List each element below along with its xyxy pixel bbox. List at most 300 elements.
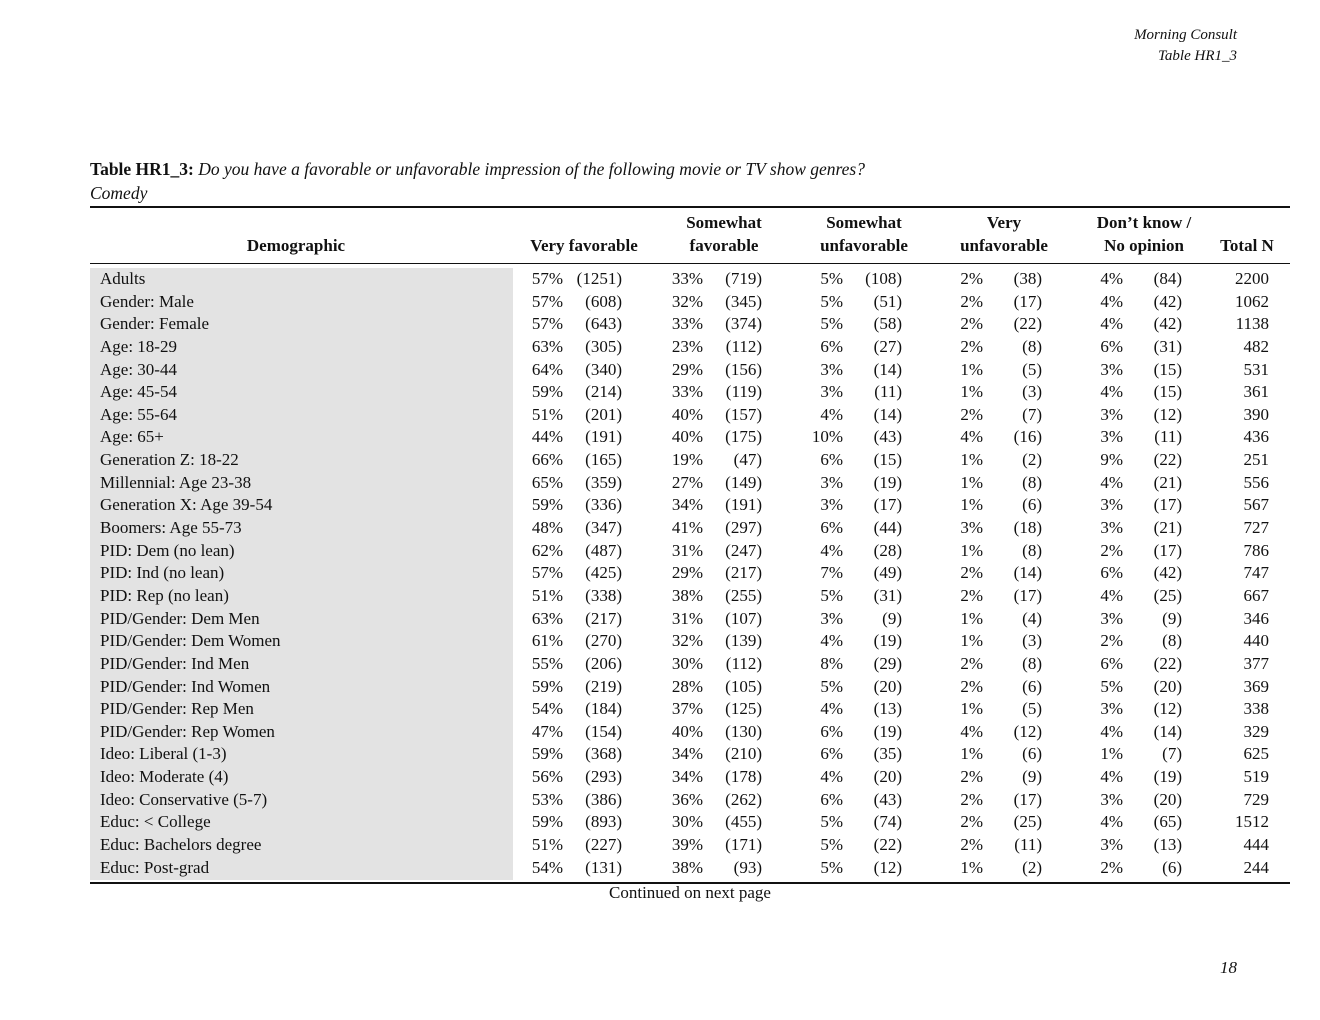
cell-percent: 2% <box>960 291 983 311</box>
cell-percent: 47% <box>531 721 563 741</box>
cell-percent: 1% <box>1100 744 1123 764</box>
cell-count: (178) <box>725 767 762 787</box>
cell-percent: 6% <box>1100 653 1123 673</box>
cell-count: (44) <box>873 518 902 538</box>
cell-total: 747 <box>1243 563 1269 583</box>
cell-percent: 1% <box>960 540 983 560</box>
cell-count: (20) <box>873 767 902 787</box>
cell-count: (11) <box>1154 427 1182 447</box>
cell-percent: 56% <box>531 767 563 787</box>
cell-count: (27) <box>873 336 902 356</box>
row-demographic: PID/Gender: Rep Women <box>100 721 275 741</box>
cell-count: (93) <box>733 857 762 877</box>
cell-count: (8) <box>1162 631 1182 651</box>
table-body <box>90 268 1290 879</box>
cell-percent: 57% <box>531 314 563 334</box>
cell-total: 482 <box>1243 336 1269 356</box>
cell-percent: 61% <box>531 631 563 651</box>
cell-count: (22) <box>1153 450 1182 470</box>
cell-percent: 1% <box>960 699 983 719</box>
cell-count: (14) <box>1153 721 1182 741</box>
cell-percent: 2% <box>1100 857 1123 877</box>
cell-count: (14) <box>873 404 902 424</box>
cell-percent: 1% <box>960 495 983 515</box>
table-row <box>90 336 1290 359</box>
cell-percent: 6% <box>820 450 843 470</box>
cell-count: (43) <box>873 427 902 447</box>
cell-count: (4) <box>1022 608 1042 628</box>
cell-percent: 2% <box>960 676 983 696</box>
cell-count: (19) <box>873 472 902 492</box>
cell-count: (219) <box>585 676 622 696</box>
table-row <box>90 494 1290 517</box>
cell-total: 531 <box>1243 359 1269 379</box>
cell-count: (12) <box>1013 721 1042 741</box>
table-row <box>90 472 1290 495</box>
cell-percent: 3% <box>820 359 843 379</box>
cell-count: (19) <box>1153 767 1182 787</box>
col-header-total-n: Total N <box>1220 236 1274 255</box>
cell-count: (336) <box>585 495 622 515</box>
cell-percent: 63% <box>531 336 563 356</box>
col-header-very-unfavorable: Very unfavorable <box>960 213 1048 255</box>
cell-total: 567 <box>1243 495 1269 515</box>
cell-count: (22) <box>873 835 902 855</box>
table-id: Table HR1_3 <box>1157 48 1237 64</box>
cell-count: (19) <box>873 721 902 741</box>
cell-count: (340) <box>585 359 622 379</box>
cell-percent: 36% <box>671 789 703 809</box>
cell-count: (425) <box>585 563 622 583</box>
cell-percent: 19% <box>671 450 703 470</box>
cell-percent: 4% <box>820 699 843 719</box>
cell-percent: 2% <box>960 336 983 356</box>
cell-count: (84) <box>1153 269 1182 288</box>
col-header-somewhat-unfavorable: Somewhat unfavorable <box>820 213 908 255</box>
cell-percent: 3% <box>1100 359 1123 379</box>
cell-count: (255) <box>725 585 762 605</box>
table-row <box>90 517 1290 540</box>
cell-percent: 5% <box>820 291 843 311</box>
cell-count: (112) <box>725 653 762 673</box>
cell-percent: 8% <box>820 653 843 673</box>
table-row <box>90 313 1290 336</box>
table-row <box>90 653 1290 676</box>
cell-count: (643) <box>585 314 622 334</box>
cell-count: (17) <box>1013 789 1042 809</box>
table-row <box>90 381 1290 404</box>
cell-count: (6) <box>1022 495 1042 515</box>
cell-percent: 2% <box>960 653 983 673</box>
table-row <box>90 811 1290 834</box>
cell-total: 667 <box>1243 585 1269 605</box>
row-demographic: Age: 45-54 <box>100 382 177 402</box>
cell-total: 436 <box>1243 427 1269 447</box>
cell-count: (112) <box>725 336 762 356</box>
cell-count: (11) <box>874 382 902 402</box>
cell-percent: 64% <box>531 359 563 379</box>
cell-total: 338 <box>1243 699 1269 719</box>
row-demographic: PID: Dem (no lean) <box>100 540 235 560</box>
cell-percent: 66% <box>531 450 563 470</box>
cell-percent: 5% <box>820 585 843 605</box>
cell-count: (6) <box>1162 857 1182 877</box>
cell-percent: 5% <box>820 314 843 334</box>
row-demographic: Educ: Post-grad <box>100 857 210 877</box>
cell-count: (184) <box>585 699 622 719</box>
cell-count: (21) <box>1153 518 1182 538</box>
cell-count: (6) <box>1022 676 1042 696</box>
cell-percent: 4% <box>820 404 843 424</box>
cell-count: (42) <box>1153 291 1182 311</box>
cell-percent: 5% <box>820 835 843 855</box>
cell-count: (345) <box>725 291 762 311</box>
cell-total: 556 <box>1243 472 1269 492</box>
cell-percent: 10% <box>811 427 843 447</box>
cell-count: (35) <box>873 744 902 764</box>
cell-percent: 38% <box>671 585 703 605</box>
cell-count: (17) <box>1013 585 1042 605</box>
cell-count: (201) <box>585 404 622 424</box>
cell-count: (9) <box>882 608 902 628</box>
cell-percent: 59% <box>531 495 563 515</box>
cell-percent: 40% <box>671 427 703 447</box>
cell-percent: 4% <box>1100 269 1123 288</box>
row-demographic: Age: 55-64 <box>100 404 177 424</box>
cell-count: (58) <box>873 314 902 334</box>
table-row <box>90 721 1290 744</box>
cell-count: (156) <box>725 359 762 379</box>
cell-count: (368) <box>585 744 622 764</box>
cell-total: 786 <box>1243 540 1269 560</box>
cell-count: (3) <box>1022 631 1042 651</box>
cell-percent: 62% <box>531 540 563 560</box>
cell-count: (22) <box>1013 314 1042 334</box>
cell-percent: 6% <box>820 789 843 809</box>
continued-note: Continued on next page <box>609 883 771 902</box>
table-row <box>90 608 1290 631</box>
row-demographic: PID: Ind (no lean) <box>100 563 225 583</box>
table-row <box>90 834 1290 857</box>
cell-count: (25) <box>1153 585 1182 605</box>
cell-total: 1138 <box>1235 314 1269 334</box>
cell-percent: 4% <box>820 631 843 651</box>
cell-percent: 4% <box>820 767 843 787</box>
cell-count: (3) <box>1022 382 1042 402</box>
cell-count: (206) <box>585 653 622 673</box>
table-row <box>90 291 1290 314</box>
cell-count: (51) <box>873 291 902 311</box>
cell-count: (28) <box>873 540 902 560</box>
row-demographic: Age: 30-44 <box>100 359 177 379</box>
cell-count: (105) <box>725 676 762 696</box>
cell-percent: 5% <box>820 812 843 832</box>
table-row <box>90 698 1290 721</box>
cell-percent: 53% <box>531 789 563 809</box>
cell-count: (347) <box>585 518 622 538</box>
cell-count: (20) <box>1153 789 1182 809</box>
cell-count: (31) <box>1153 336 1182 356</box>
cell-total: 519 <box>1243 767 1269 787</box>
cell-count: (108) <box>865 269 902 288</box>
cell-percent: 5% <box>820 269 843 288</box>
cell-percent: 3% <box>1100 789 1123 809</box>
cell-total: 1512 <box>1235 812 1269 832</box>
row-demographic: Generation X: Age 39-54 <box>100 495 273 515</box>
cell-count: (21) <box>1153 472 1182 492</box>
cell-count: (165) <box>585 450 622 470</box>
col-header-demographic: Demographic <box>246 236 346 255</box>
cell-count: (487) <box>585 540 622 560</box>
cell-count: (227) <box>585 835 622 855</box>
cell-percent: 6% <box>820 721 843 741</box>
cell-count: (107) <box>725 608 762 628</box>
row-demographic: PID/Gender: Dem Men <box>100 608 260 628</box>
cell-percent: 4% <box>1100 291 1123 311</box>
cell-count: (5) <box>1022 699 1042 719</box>
cell-percent: 3% <box>1100 608 1123 628</box>
cell-percent: 9% <box>1100 450 1123 470</box>
cell-percent: 3% <box>1100 699 1123 719</box>
cell-count: (14) <box>873 359 902 379</box>
table-row <box>90 857 1290 880</box>
cell-count: (210) <box>725 744 762 764</box>
cell-count: (12) <box>1153 404 1182 424</box>
cell-percent: 54% <box>531 857 563 877</box>
cell-count: (17) <box>873 495 902 515</box>
cell-count: (47) <box>733 450 762 470</box>
cell-percent: 6% <box>1100 563 1123 583</box>
cell-percent: 48% <box>531 518 563 538</box>
cell-percent: 27% <box>671 472 703 492</box>
row-demographic: Age: 18-29 <box>100 336 177 356</box>
cell-count: (1251) <box>576 269 622 288</box>
table-row <box>90 766 1290 789</box>
cell-count: (7) <box>1022 404 1042 424</box>
cell-count: (125) <box>725 699 762 719</box>
table-top-rule <box>90 206 1290 208</box>
row-demographic: Educ: Bachelors degree <box>100 835 262 855</box>
cell-percent: 40% <box>671 721 703 741</box>
cell-percent: 1% <box>960 744 983 764</box>
row-demographic: Gender: Female <box>100 314 210 334</box>
cell-percent: 2% <box>1100 631 1123 651</box>
table-row <box>90 676 1290 699</box>
caption-subtitle: Comedy <box>90 183 148 203</box>
row-demographic: PID/Gender: Ind Men <box>100 653 250 673</box>
table-row <box>90 585 1290 608</box>
table-row <box>90 562 1290 585</box>
cell-percent: 55% <box>531 653 563 673</box>
cell-count: (154) <box>585 721 622 741</box>
cell-count: (42) <box>1153 314 1182 334</box>
cell-count: (119) <box>725 382 762 402</box>
cell-count: (14) <box>1013 563 1042 583</box>
row-demographic: PID/Gender: Ind Women <box>100 676 271 696</box>
cell-percent: 7% <box>820 563 843 583</box>
cell-count: (217) <box>585 608 622 628</box>
table-row <box>90 789 1290 812</box>
table-row <box>90 359 1290 382</box>
table-row <box>90 404 1290 427</box>
cell-percent: 39% <box>671 835 703 855</box>
col-header-dont-know: Don’t know / No opinion <box>1096 213 1192 255</box>
cell-percent: 3% <box>1100 835 1123 855</box>
cell-percent: 41% <box>671 518 703 538</box>
cell-count: (338) <box>585 585 622 605</box>
cell-percent: 34% <box>671 744 703 764</box>
cell-count: (6) <box>1022 744 1042 764</box>
cell-count: (8) <box>1022 336 1042 356</box>
cell-count: (149) <box>725 472 762 492</box>
cell-count: (18) <box>1013 518 1042 538</box>
cell-count: (608) <box>585 291 622 311</box>
cell-percent: 2% <box>960 812 983 832</box>
cell-percent: 59% <box>531 812 563 832</box>
cell-percent: 63% <box>531 608 563 628</box>
cell-count: (359) <box>585 472 622 492</box>
row-demographic: Ideo: Liberal (1-3) <box>100 744 227 764</box>
row-demographic: PID/Gender: Rep Men <box>100 699 254 719</box>
cell-percent: 4% <box>1100 812 1123 832</box>
cell-percent: 1% <box>960 608 983 628</box>
cell-count: (22) <box>1153 653 1182 673</box>
cell-percent: 29% <box>671 359 703 379</box>
cell-total: 346 <box>1243 608 1269 628</box>
cell-percent: 5% <box>820 857 843 877</box>
cell-count: (49) <box>873 563 902 583</box>
cell-count: (2) <box>1022 857 1042 877</box>
cell-count: (297) <box>725 518 762 538</box>
cell-percent: 59% <box>531 676 563 696</box>
cell-percent: 1% <box>960 857 983 877</box>
cell-count: (16) <box>1013 427 1042 447</box>
cell-percent: 2% <box>960 269 983 288</box>
cell-count: (386) <box>585 789 622 809</box>
row-demographic: PID/Gender: Dem Women <box>100 631 281 651</box>
cell-percent: 6% <box>1100 336 1123 356</box>
cell-count: (12) <box>873 857 902 877</box>
cell-count: (5) <box>1022 359 1042 379</box>
row-demographic: Ideo: Moderate (4) <box>100 767 229 787</box>
table-row <box>90 268 1290 291</box>
cell-percent: 1% <box>960 382 983 402</box>
cell-percent: 31% <box>671 540 703 560</box>
caption-label: Table HR1_3: <box>90 159 194 179</box>
row-demographic: Age: 65+ <box>100 427 164 447</box>
cell-total: 361 <box>1243 382 1269 402</box>
cell-percent: 6% <box>820 744 843 764</box>
cell-percent: 1% <box>960 631 983 651</box>
cell-count: (719) <box>725 269 762 288</box>
cell-percent: 40% <box>671 404 703 424</box>
cell-percent: 37% <box>671 699 703 719</box>
cell-percent: 5% <box>1100 676 1123 696</box>
cell-percent: 30% <box>671 653 703 673</box>
cell-percent: 1% <box>960 359 983 379</box>
cell-percent: 28% <box>671 676 703 696</box>
cell-percent: 4% <box>1100 767 1123 787</box>
cell-percent: 33% <box>671 269 703 288</box>
row-demographic: Gender: Male <box>100 291 194 311</box>
cell-percent: 34% <box>671 495 703 515</box>
cell-percent: 4% <box>1100 585 1123 605</box>
cell-percent: 3% <box>1100 518 1123 538</box>
row-demographic: Educ: < College <box>100 812 211 832</box>
cell-count: (17) <box>1153 495 1182 515</box>
cell-percent: 33% <box>671 314 703 334</box>
cell-count: (8) <box>1022 472 1042 492</box>
cell-percent: 23% <box>671 336 703 356</box>
row-demographic: PID: Rep (no lean) <box>100 585 229 605</box>
cell-total: 729 <box>1243 789 1269 809</box>
cell-percent: 4% <box>1100 721 1123 741</box>
cell-count: (217) <box>725 563 762 583</box>
cell-percent: 51% <box>531 585 563 605</box>
cell-percent: 57% <box>531 269 563 288</box>
cell-percent: 2% <box>960 585 983 605</box>
cell-percent: 30% <box>671 812 703 832</box>
cell-total: 625 <box>1243 744 1269 764</box>
cell-count: (9) <box>1022 767 1042 787</box>
cell-count: (455) <box>725 812 762 832</box>
table-row <box>90 449 1290 472</box>
caption-question: Do you have a favorable or unfavorable impression of the following movie or TV show genres? <box>198 159 865 179</box>
cell-percent: 54% <box>531 699 563 719</box>
cell-count: (65) <box>1153 812 1182 832</box>
table-row <box>90 630 1290 653</box>
cell-percent: 31% <box>671 608 703 628</box>
cell-count: (374) <box>725 314 762 334</box>
cell-percent: 4% <box>820 540 843 560</box>
cell-total: 377 <box>1243 653 1269 673</box>
cell-total: 2200 <box>1235 269 1269 288</box>
cell-count: (9) <box>1162 608 1182 628</box>
cell-count: (8) <box>1022 540 1042 560</box>
document-header <box>1134 25 1237 67</box>
cell-count: (17) <box>1013 291 1042 311</box>
cell-percent: 38% <box>671 857 703 877</box>
cell-total: 251 <box>1243 450 1269 470</box>
cell-percent: 4% <box>1100 314 1123 334</box>
row-demographic: Adults <box>100 269 146 288</box>
cell-percent: 2% <box>960 563 983 583</box>
cell-percent: 2% <box>960 789 983 809</box>
cell-count: (12) <box>1153 699 1182 719</box>
cell-percent: 32% <box>671 631 703 651</box>
cell-count: (191) <box>725 495 762 515</box>
cell-count: (29) <box>873 653 902 673</box>
cell-percent: 3% <box>960 518 983 538</box>
cell-count: (7) <box>1162 744 1182 764</box>
cell-count: (270) <box>585 631 622 651</box>
cell-count: (43) <box>873 789 902 809</box>
cell-percent: 1% <box>960 472 983 492</box>
row-demographic: Millennial: Age 23-38 <box>100 472 252 492</box>
cell-percent: 51% <box>531 404 563 424</box>
cell-count: (8) <box>1022 653 1042 673</box>
table-row <box>90 743 1290 766</box>
cell-percent: 34% <box>671 767 703 787</box>
cell-percent: 4% <box>1100 382 1123 402</box>
cell-percent: 2% <box>960 835 983 855</box>
cell-count: (305) <box>585 336 622 356</box>
cell-count: (17) <box>1153 540 1182 560</box>
cell-percent: 2% <box>960 767 983 787</box>
row-demographic: Boomers: Age 55-73 <box>100 518 242 538</box>
col-header-very-favorable: Very favorable <box>530 236 638 255</box>
row-demographic: Ideo: Conservative (5-7) <box>100 789 268 809</box>
